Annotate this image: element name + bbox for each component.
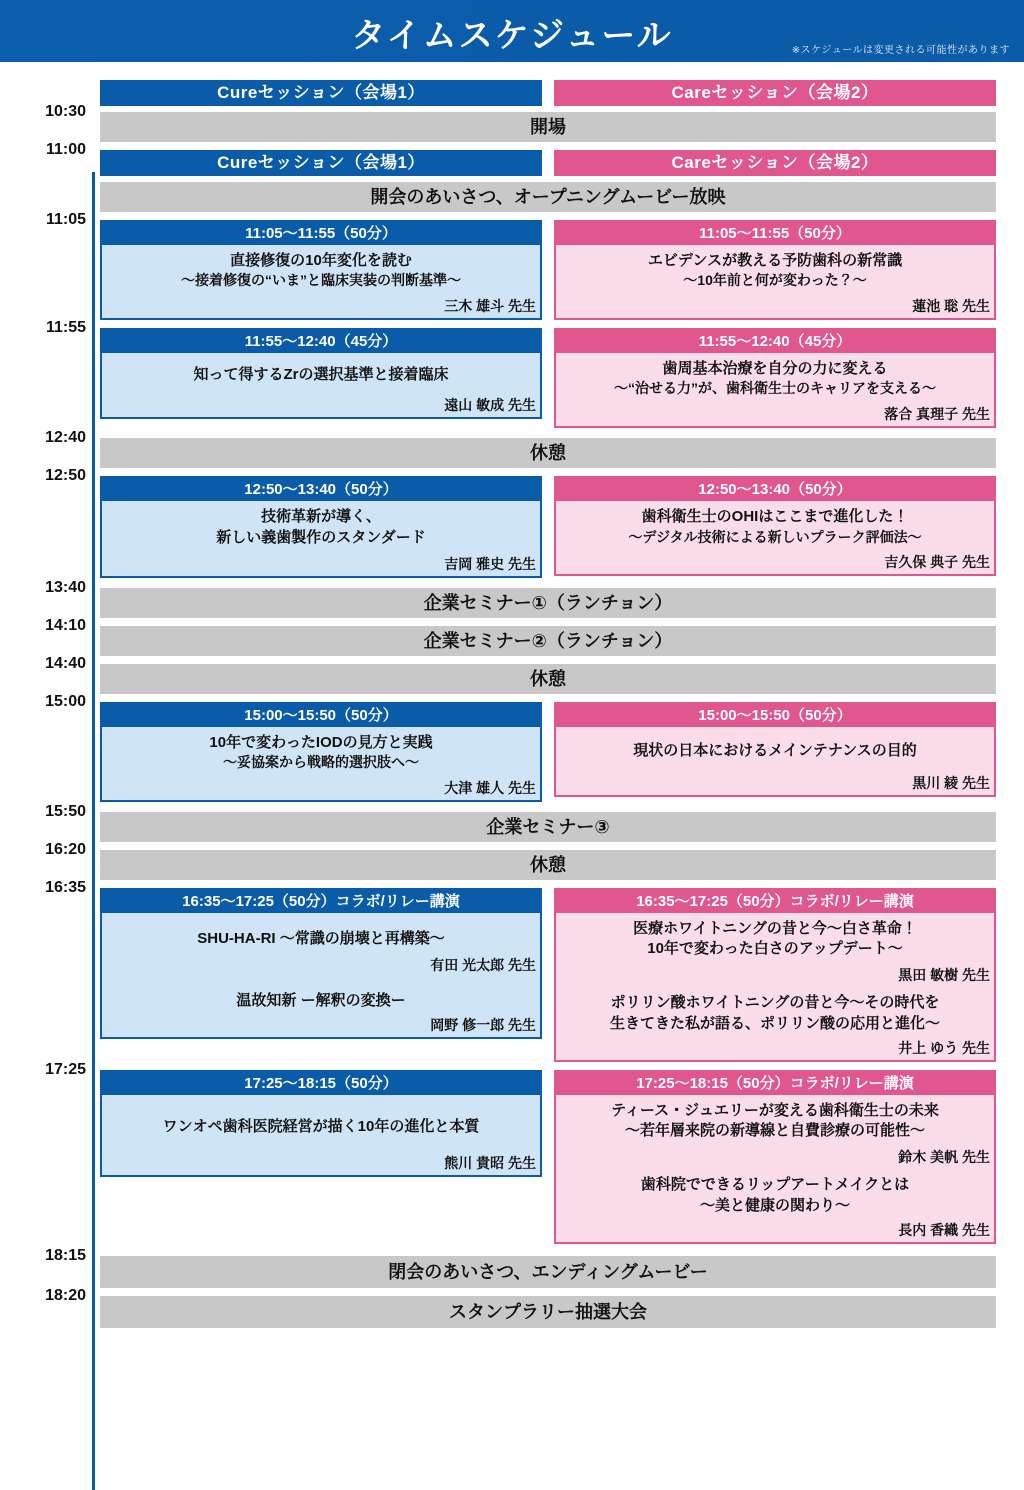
- session-title2-care-5: ポリリン酸ホワイトニングの昔と今〜その時代を: [610, 994, 940, 1012]
- session-title-care-2: 歯周基本治療を自分の力に変える: [662, 360, 888, 378]
- session-card-cure-4[interactable]: [100, 702, 542, 802]
- session-speaker-cure-1: 三木 雄斗 先生: [444, 298, 536, 315]
- session-title-care-5: 医療ホワイトニングの昔と今〜白さ革命！: [633, 919, 917, 937]
- session-title2-cure-5: 温故知新 ー解釈の変換ー: [236, 992, 406, 1010]
- session-card-cure-1[interactable]: [100, 220, 542, 320]
- session-card-care-6[interactable]: [554, 1070, 996, 1244]
- column-header-row: [0, 80, 1024, 106]
- time-1815: 18:15: [45, 1246, 86, 1264]
- session-subtitle-care-3: 〜デジタル技術による新しいプラーク評価法〜: [628, 528, 922, 545]
- session-title-cure-1: 直接修復の10年変化を読む: [230, 252, 412, 269]
- session-card-cure-6[interactable]: [100, 1070, 542, 1177]
- time-1340: 13:40: [45, 578, 86, 596]
- session-card-care-2[interactable]: [554, 328, 996, 428]
- session-speaker-cure-5: 有田 光太郎 先生: [430, 957, 536, 974]
- session-card-care-4[interactable]: [554, 702, 996, 797]
- session-title-cure-3: 技術革新が導く、: [261, 508, 381, 526]
- bar-break-1: 休憩: [100, 438, 996, 468]
- session-title-care-4: 現状の日本におけるメインテナンスの目的: [633, 741, 917, 759]
- session-speaker2-care-5: 井上 ゆう 先生: [898, 1039, 990, 1056]
- session-card-cure-3[interactable]: [100, 476, 542, 578]
- row-session-4: [0, 692, 1024, 802]
- row-session-1: [0, 211, 1024, 320]
- session-speaker-care-3: 吉久保 典子 先生: [884, 554, 990, 571]
- bar-break-3: 休憩: [100, 850, 996, 880]
- time-1155: 11:55: [45, 319, 86, 337]
- bar-stamp-rally: スタンプラリー抽選大会: [100, 1296, 996, 1328]
- session-time-cure-4: 15:00〜15:50（50分）: [102, 704, 540, 727]
- column-header-row-2: [0, 141, 1024, 176]
- time-1550: 15:50: [45, 802, 86, 820]
- session-time-care-4: 15:00〜15:50（50分）: [556, 704, 994, 727]
- time-1030: 10:30: [45, 103, 86, 120]
- session-title-cure-5: SHU-HA-RI 〜常識の崩壊と再構築〜: [197, 929, 445, 947]
- page-title: タイムスケジュール: [351, 17, 673, 55]
- session-time-cure-5: 16:35〜17:25（50分）コラボ/リレー講演: [102, 890, 540, 913]
- row-session-6: [0, 1060, 1024, 1244]
- row-open: [0, 103, 1024, 142]
- session-speaker-cure-3: 吉岡 雅史 先生: [444, 555, 536, 572]
- session-time-care-5: 16:35〜17:25（50分）コラボ/リレー講演: [556, 890, 994, 913]
- session-title-care-1: エビデンスが教える予防歯科の新常識: [647, 252, 903, 269]
- session-subtitle-cure-4: 〜妥協案から戦略的選択肢へ〜: [223, 754, 419, 771]
- time-1100: 11:00: [45, 141, 86, 158]
- session-title2-care-6: 歯科院でできるリップアートメイクとは: [640, 1176, 910, 1194]
- bar-greeting: 開会のあいさつ、オープニングムービー放映: [100, 182, 996, 212]
- session-card-cure-2[interactable]: [100, 328, 542, 419]
- row-seminar-1: [0, 578, 1024, 618]
- schedule-change-note: ※スケジュールは変更される可能性があります: [791, 45, 1010, 56]
- session-time-care-1: 11:05〜11:55（50分）: [556, 222, 994, 245]
- page-header: [0, 0, 1024, 62]
- session-card-care-5[interactable]: [554, 888, 996, 1062]
- session-time-cure-6: 17:25〜18:15（50分）: [102, 1072, 540, 1095]
- row-seminar-3: [0, 802, 1024, 842]
- row-break-3: [0, 840, 1024, 880]
- row-session-2: [0, 319, 1024, 428]
- session-subtitle2-care-6: 〜美と健康の関わり〜: [699, 1196, 850, 1214]
- column-header-care-2: Careセッション（会場2）: [554, 150, 996, 176]
- bar-closing: 閉会のあいさつ、エンディングムービー: [100, 1256, 996, 1288]
- session-speaker-cure-6: 熊川 貴昭 先生: [444, 1155, 536, 1172]
- session-speaker2-care-6: 長内 香織 先生: [898, 1221, 990, 1238]
- row-closing: [0, 1246, 1024, 1288]
- row-greeting: [0, 182, 1024, 212]
- session-speaker2-cure-5: 岡野 修一郎 先生: [430, 1017, 536, 1034]
- time-1500: 15:00: [45, 692, 86, 710]
- time-1725: 17:25: [45, 1060, 86, 1078]
- time-1440: 14:40: [45, 654, 86, 672]
- session-subtitle2-care-5: 生きてきた私が語る、ポリリン酸の応用と進化〜: [609, 1014, 940, 1032]
- bar-seminar-2: 企業セミナー②（ランチョン）: [100, 626, 996, 656]
- session-title-cure-2: 知って得するZrの選択基準と接着臨床: [193, 366, 449, 384]
- row-session-5: [0, 878, 1024, 1062]
- session-speaker-care-2: 落合 真理子 先生: [884, 406, 990, 423]
- session-title-care-6: ティース・ジュエリーが変える歯科衛生士の未来: [611, 1101, 939, 1119]
- session-speaker-care-6: 鈴木 美帆 先生: [898, 1149, 990, 1166]
- time-1820: 18:20: [45, 1286, 86, 1304]
- time-1105: 11:05: [45, 211, 86, 228]
- session-card-cure-5[interactable]: [100, 888, 542, 1040]
- session-title-cure-4: 10年で変わったIODの見方と実践: [209, 733, 433, 751]
- session-title-care-3: 歯科衛生士のOHIはここまで進化した！: [641, 508, 909, 526]
- time-1620: 16:20: [45, 840, 86, 858]
- session-speaker-care-5: 黒田 敏樹 先生: [898, 967, 990, 984]
- session-time-care-6: 17:25〜18:15（50分）コラボ/リレー講演: [556, 1072, 994, 1095]
- session-time-care-3: 12:50〜13:40（50分）: [556, 478, 994, 501]
- session-subtitle-care-6: 〜若年層来院の新導線と自費診療の可能性〜: [624, 1122, 925, 1140]
- session-time-cure-3: 12:50〜13:40（50分）: [102, 478, 540, 501]
- time-1240: 12:40: [45, 429, 86, 447]
- session-speaker-care-4: 黒川 綾 先生: [912, 775, 990, 792]
- session-card-care-1[interactable]: [554, 220, 996, 320]
- row-seminar-2: [0, 616, 1024, 656]
- session-time-cure-2: 11:55〜12:40（45分）: [102, 330, 540, 353]
- session-subtitle-care-5: 10年で変わった白さのアップデート〜: [647, 940, 903, 958]
- bar-seminar-1: 企業セミナー①（ランチョン）: [100, 588, 996, 618]
- session-subtitle-care-1: 〜10年前と何が変わった？〜: [683, 272, 867, 289]
- time-1635: 16:35: [45, 878, 86, 896]
- session-card-care-3[interactable]: [554, 476, 996, 576]
- session-title-cure-6: ワンオペ歯科医院経営が描く10年の進化と本質: [162, 1117, 480, 1135]
- column-header-care: Careセッション（会場2）: [554, 80, 996, 106]
- session-speaker-care-1: 蓮池 聡 先生: [912, 298, 990, 315]
- schedule-sheet: [0, 62, 1024, 1328]
- session-subtitle-care-2: 〜“治せる力”が、歯科衛生士のキャリアを支える〜: [614, 380, 936, 397]
- session-time-care-2: 11:55〜12:40（45分）: [556, 330, 994, 353]
- column-header-cure-2: Cureセッション（会場1）: [100, 150, 542, 176]
- session-title2-cure-3: 新しい義歯製作のスタンダード: [216, 528, 426, 546]
- row-break-2: [0, 654, 1024, 694]
- session-subtitle-cure-1: 〜接着修復の“いま”と臨床実装の判断基準〜: [181, 272, 461, 289]
- session-speaker-cure-2: 遠山 敏成 先生: [444, 397, 536, 414]
- bar-seminar-3: 企業セミナー③: [100, 812, 996, 842]
- row-stamp: [0, 1286, 1024, 1328]
- time-1250: 12:50: [45, 467, 86, 485]
- time-1410: 14:10: [45, 616, 86, 634]
- bar-open: 開場: [100, 112, 996, 142]
- column-header-cure: Cureセッション（会場1）: [100, 80, 542, 106]
- row-session-3: [0, 467, 1024, 578]
- session-time-cure-1: 11:05〜11:55（50分）: [102, 222, 540, 245]
- bar-break-2: 休憩: [100, 664, 996, 694]
- session-speaker-cure-4: 大津 雄人 先生: [444, 779, 536, 796]
- row-break-1: [0, 429, 1024, 468]
